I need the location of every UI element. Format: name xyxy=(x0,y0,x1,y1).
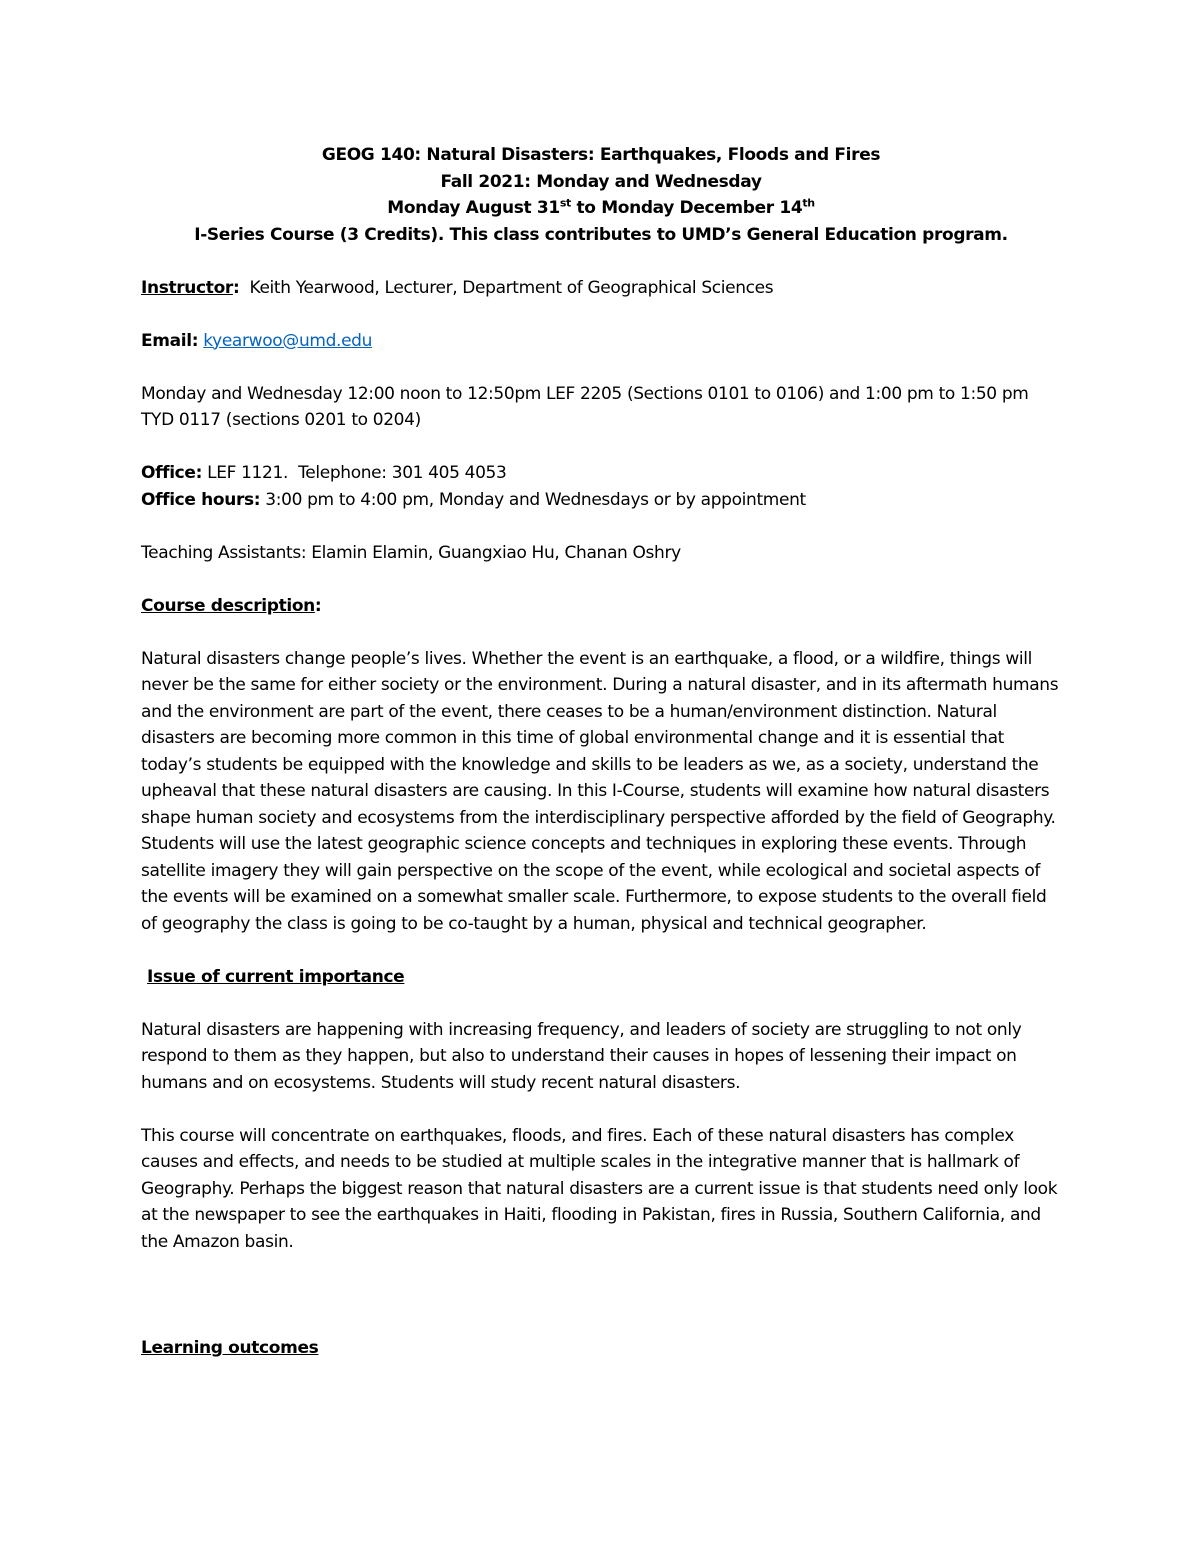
term-line: Fall 2021: Monday and Wednesday xyxy=(440,171,762,192)
email-line xyxy=(141,328,1061,355)
course-header xyxy=(141,142,1061,248)
dates-line: Monday August 31st to Monday December 14th xyxy=(387,196,815,218)
office-hours-label: Office hours: xyxy=(141,489,261,510)
schedule-text: Monday and Wednesday 12:00 noon to 12:50pm LEF 2205 (Sections 0101 to 0106) and 1:00 pm to 1:50 pm TYD 0117 (sections 0201 to 0204) xyxy=(141,383,1029,430)
course-description-heading: Course description: xyxy=(141,595,322,616)
issue-paragraph-2: This course will concentrate on earthquakes, floods, and fires. Each of these natural disasters has complex causes and effects, and needs to be studied at multiple scales in the integrative manner that is hallmark of Geography. Perhaps the biggest reason that natural disasters are a current issue is that students need only look at the newspaper to see the earthquakes in Haiti, flooding in Pakistan, fires in Russia, Southern California, and the Amazon basin. xyxy=(141,1125,1058,1252)
instructor-value: Keith Yearwood, Lecturer, Department of Geographical Sciences xyxy=(239,277,774,298)
email-link[interactable]: kyearwoo@umd.edu xyxy=(203,330,373,351)
email-label: Email: xyxy=(141,330,199,351)
instructor-label: Instructor xyxy=(141,277,233,298)
instructor-line: Instructor: Keith Yearwood, Lecturer, Department of Geographical Sciences xyxy=(141,277,774,298)
office-hours-value: 3:00 pm to 4:00 pm, Monday and Wednesdays or by appointment xyxy=(260,489,806,510)
issue-paragraph-1: Natural disasters are happening with increasing frequency, and leaders of society are struggling to not only respond to them as they happen, but also to understand their causes in hopes of lessening their impact on humans and on ecosystems. Students will study recent natural disasters. xyxy=(141,1019,1022,1093)
office-value: LEF 1121. Telephone: 301 405 4053 xyxy=(202,463,507,483)
teaching-assistants: Teaching Assistants: Elamin Elamin, Guangxiao Hu, Chanan Oshry xyxy=(141,542,681,563)
office-line xyxy=(141,460,1061,487)
issue-heading: Issue of current importance xyxy=(147,966,405,987)
course-description-body: Natural disasters change people’s lives. Whether the event is an earthquake, a flood, or a wildfire, things will never be the same for either society or the environment. During a natural disaster, and in its aftermath humans and the environment are part of the event, there ceases to be a human/environment distinction. Natural disasters are becoming more common in this time of global environmental change and it is essential that today’s students be equipped with the knowledge and skills to be leaders as we, as a society, understand the upheaval that these natural disasters are causing. In this I-Course, students will examine how natural disasters shape human society and ecosystems from the interdisciplinary perspective afforded by the field of Geography. Students will use the latest geographic science concepts and techniques in exploring these events. Through satellite imagery they will gain perspective on the scope of the event, while ecological and societal aspects of the events will be examined on a somewhat smaller scale. Furthermore, to expose students to the overall field of geography the class is going to be co-taught by a human, physical and technical geographer. xyxy=(141,648,1059,934)
series-line: I-Series Course (3 Credits). This class contributes to UMD’s General Education program. xyxy=(194,224,1008,245)
office-label: Office: xyxy=(141,463,203,483)
office-hours-line xyxy=(141,487,1061,514)
course-title: GEOG 140: Natural Disasters: Earthquakes, Floods and Fires xyxy=(321,145,881,165)
learning-outcomes-heading: Learning outcomes xyxy=(141,1338,319,1358)
syllabus-page xyxy=(141,142,1061,1362)
